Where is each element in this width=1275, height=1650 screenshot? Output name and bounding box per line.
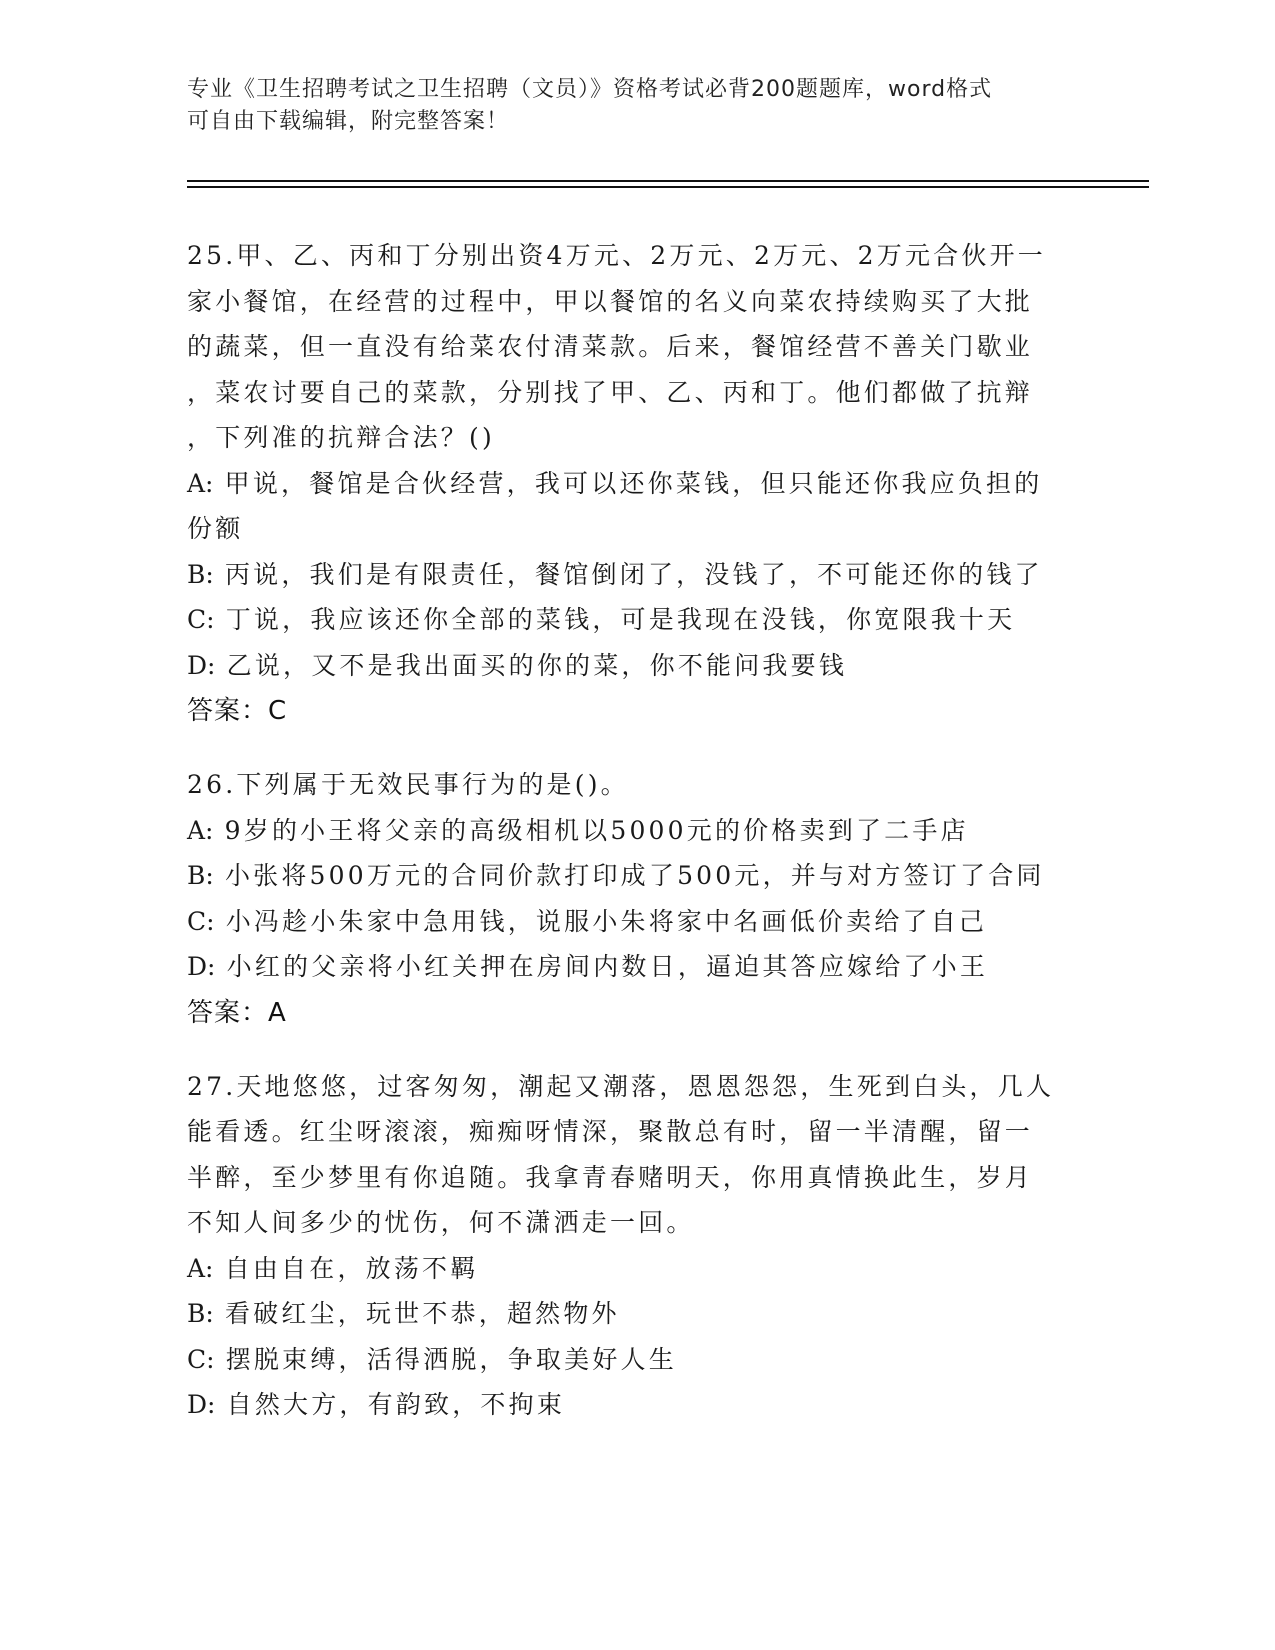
stem-line: 的蔬菜，但一直没有给菜农付清菜款。后来，餐馆经营不善关门歇业 bbox=[187, 332, 1034, 361]
option-d bbox=[187, 1382, 1087, 1428]
answer-line: 答案：A bbox=[187, 997, 287, 1028]
option-key: A: bbox=[187, 468, 214, 498]
option-b bbox=[187, 552, 1087, 598]
option-d bbox=[187, 643, 1087, 689]
option-a bbox=[187, 461, 1087, 507]
header-line-1: 专业《卫生招聘考试之卫生招聘（文员）》资格考试必背200题题库，word格式 bbox=[187, 77, 993, 102]
header-divider-top bbox=[187, 180, 1149, 182]
stem-line: ，下列准的抗辩合法？() bbox=[187, 423, 495, 452]
question-26 bbox=[187, 762, 1087, 1036]
option-b bbox=[187, 853, 1087, 899]
option-key: C: bbox=[187, 1344, 215, 1374]
option-key: D: bbox=[187, 1390, 216, 1419]
option-key: B: bbox=[187, 1299, 214, 1328]
option-c bbox=[187, 1337, 1087, 1383]
stem-line: 能看透。红尘呀滚滚，痴痴呀情深，聚散总有时，留一半清醒，留一 bbox=[187, 1117, 1034, 1146]
option-d bbox=[187, 944, 1087, 990]
option-key: B: bbox=[187, 861, 214, 890]
option-a-continuation: 份额 bbox=[187, 514, 244, 543]
question-stem bbox=[187, 762, 1087, 808]
stem-line: 半醉，至少梦里有你追随。我拿青春赌明天，你用真情换此生，岁月 bbox=[187, 1162, 1034, 1192]
option-c bbox=[187, 597, 1087, 643]
option-key: C: bbox=[187, 906, 215, 936]
option-text: 甲说，餐馆是合伙经营，我可以还你菜钱，但只能还你我应负担的 bbox=[224, 468, 1043, 498]
question-list bbox=[187, 233, 1087, 1456]
option-text: 丁说，我应该还你全部的菜钱，可是我现在没钱，你宽限我十天 bbox=[225, 605, 1016, 634]
stem-line: 26.下列属于无效民事行为的是()。 bbox=[187, 770, 629, 799]
option-c bbox=[187, 899, 1087, 945]
header-line-2: 可自由下载编辑，附完整答案！ bbox=[187, 109, 510, 134]
question-stem bbox=[187, 233, 1087, 461]
stem-line: 家小餐馆，在经营的过程中，甲以餐馆的名义向菜农持续购买了大批 bbox=[187, 286, 1034, 316]
document-header bbox=[187, 74, 1067, 138]
option-key: C: bbox=[187, 605, 215, 634]
stem-line: 27.天地悠悠，过客匆匆，潮起又潮落，恩恩怨怨，生死到白头，几人 bbox=[187, 1071, 1055, 1101]
stem-line: ，菜农讨要自己的菜款，分别找了甲、乙、丙和丁。他们都做了抗辩 bbox=[187, 377, 1034, 407]
option-text: 9岁的小王将父亲的高级相机以5000元的价格卖到了二手店 bbox=[224, 815, 969, 845]
stem-line: 不知人间多少的忧伤，何不潇洒走一回。 bbox=[187, 1208, 695, 1237]
option-text: 丙说，我们是有限责任，餐馆倒闭了，没钱了，不可能还你的钱了 bbox=[224, 559, 1043, 589]
option-text: 看破红尘，玩世不恭，超然物外 bbox=[224, 1299, 620, 1328]
option-text: 小红的父亲将小红关押在房间内数日，逼迫其答应嫁给了小王 bbox=[226, 952, 989, 981]
option-a bbox=[187, 1246, 1087, 1292]
answer-line: 答案：C bbox=[187, 696, 288, 726]
option-text: 自然大方，有韵致，不拘束 bbox=[226, 1390, 566, 1419]
question-27 bbox=[187, 1064, 1087, 1428]
option-key: D: bbox=[187, 952, 216, 981]
option-text: 乙说，又不是我出面买的你的菜，你不能问我要钱 bbox=[226, 650, 848, 680]
option-key: D: bbox=[187, 650, 216, 680]
question-stem bbox=[187, 1064, 1087, 1246]
option-text: 小冯趁小朱家中急用钱，说服小朱将家中名画低价卖给了自己 bbox=[225, 906, 988, 936]
header-divider-bottom bbox=[187, 186, 1149, 188]
option-text: 小张将500万元的合同价款打印成了500元，并与对方签订了合同 bbox=[224, 861, 1045, 890]
option-b bbox=[187, 1291, 1087, 1337]
option-key: B: bbox=[187, 559, 214, 589]
option-text: 自由自在，放荡不羁 bbox=[224, 1253, 479, 1283]
option-text: 摆脱束缚，活得洒脱，争取美好人生 bbox=[225, 1344, 677, 1374]
stem-line: 25.甲、乙、丙和丁分别出资4万元、2万元、2万元、2万元合伙开一 bbox=[187, 241, 1046, 270]
question-25 bbox=[187, 233, 1087, 734]
option-key: A: bbox=[187, 1253, 214, 1283]
option-key: A: bbox=[187, 815, 214, 845]
option-a bbox=[187, 808, 1087, 854]
